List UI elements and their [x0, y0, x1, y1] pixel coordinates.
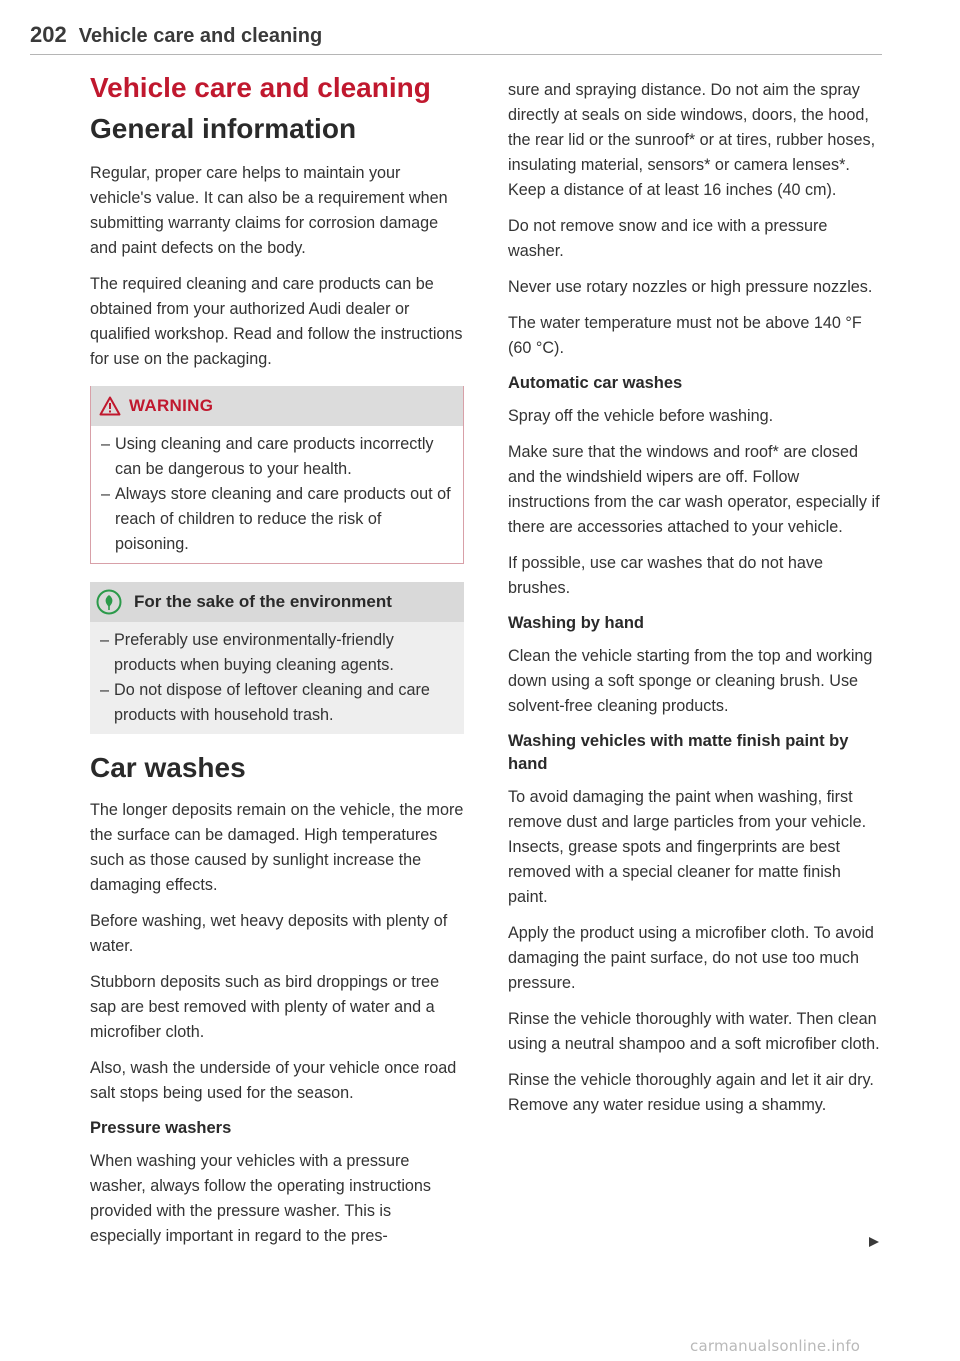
section-title-general: General information [90, 113, 357, 144]
paragraph: Apply the product using a microfiber cloth. To avoid damaging the paint surface, do not use too much pressure. [508, 924, 874, 992]
footer-watermark: carmanualsonline.info [690, 1337, 861, 1355]
left-column [90, 72, 464, 1260]
subheading-washing-by-hand: Washing by hand [508, 614, 644, 632]
paragraph: Make sure that the windows and roof* are closed and the windshield wipers are off. Follow instructions from the car wash operator, especially if there are accessories attached to your vehicle. [508, 443, 880, 536]
environment-label: For the sake of the environment [134, 592, 392, 611]
paragraph: To avoid damaging the paint when washing, first remove dust and large particles from your vehicle. Insects, grease spots and fingerprints are best removed with a special cleaner for matte finish paint. [508, 788, 867, 906]
paragraph: The longer deposits remain on the vehicle, the more the surface can be damaged. High temperatures such as those caused by sunlight increase the damaging effects. [90, 801, 464, 894]
environment-header [90, 582, 464, 622]
warning-box [90, 386, 464, 564]
paragraph: Never use rotary nozzles or high pressure nozzles. [508, 278, 873, 296]
paragraph: Also, wash the underside of your vehicle once road salt stops being used for the season. [90, 1059, 457, 1102]
list-item: – Always store cleaning and care products out of reach of children to reduce the risk of poisoning. [101, 485, 451, 553]
list-item: – Using cleaning and care products incorrectly can be dangerous to your health. [101, 435, 434, 478]
continue-arrow-icon [868, 1236, 880, 1248]
page-number: 202 [30, 22, 67, 47]
paragraph: Do not remove snow and ice with a pressure washer. [508, 217, 828, 260]
warning-label: WARNING [129, 396, 214, 415]
paragraph: Rinse the vehicle thoroughly again and let it air dry. Remove any water residue using a shammy. [508, 1071, 874, 1114]
subheading-matte-finish: Washing vehicles with matte finish paint by hand [508, 732, 849, 773]
paragraph: Rinse the vehicle thoroughly with water. Then clean using a neutral shampoo and a soft microfiber cloth. [508, 1010, 880, 1053]
chapter-title: Vehicle care and cleaning [90, 72, 431, 103]
paragraph: If possible, use car washes that do not have brushes. [508, 554, 823, 597]
paragraph: When washing your vehicles with a pressure washer, always follow the operating instructions provided with the pressure washer. This is especially important in regard to the pres- [90, 1152, 432, 1245]
environment-leaf-icon [96, 589, 122, 615]
paragraph: Clean the vehicle starting from the top and working down using a soft sponge or cleaning brush. Use solvent-free cleaning products. [508, 647, 873, 715]
subheading-pressure-washers: Pressure washers [90, 1119, 232, 1137]
section-title-car-washes: Car washes [90, 752, 246, 783]
environment-box [90, 582, 464, 734]
paragraph: The water temperature must not be above 140 °F (60 °C). [508, 314, 862, 357]
paragraph: Regular, proper care helps to maintain your vehicle's value. It can also be a requirement when submitting warranty claims for corrosion damage and paint defects on the body. [90, 164, 448, 257]
page-header [30, 22, 882, 55]
paragraph: sure and spraying distance. Do not aim the spray directly at seals on side windows, doors, the hood, the rear lid or the sunroof* or at tires, rubber hoses, insulating material, sensors* or camera lenses*. Keep a distance of at least 16 inches (40 cm). [508, 81, 876, 199]
right-column [508, 78, 880, 1129]
paragraph: Spray off the vehicle before washing. [508, 407, 774, 425]
list-item: – Do not dispose of leftover cleaning and care products with household trash. [100, 681, 430, 724]
paragraph: Stubborn deposits such as bird droppings or tree sap are best removed with plenty of water and a microfiber cloth. [90, 973, 440, 1041]
subheading-automatic-car-washes: Automatic car washes [508, 374, 683, 392]
warning-header [91, 386, 463, 426]
running-head: Vehicle care and cleaning [78, 25, 323, 47]
paragraph: The required cleaning and care products can be obtained from your authorized Audi dealer or qualified workshop. Read and follow the instructions for use on the packaging. [90, 275, 463, 368]
paragraph: Before washing, wet heavy deposits with plenty of water. [90, 912, 448, 955]
list-item: – Preferably use environmentally-friendly products when buying cleaning agents. [100, 631, 394, 674]
warning-triangle-icon [99, 396, 121, 416]
